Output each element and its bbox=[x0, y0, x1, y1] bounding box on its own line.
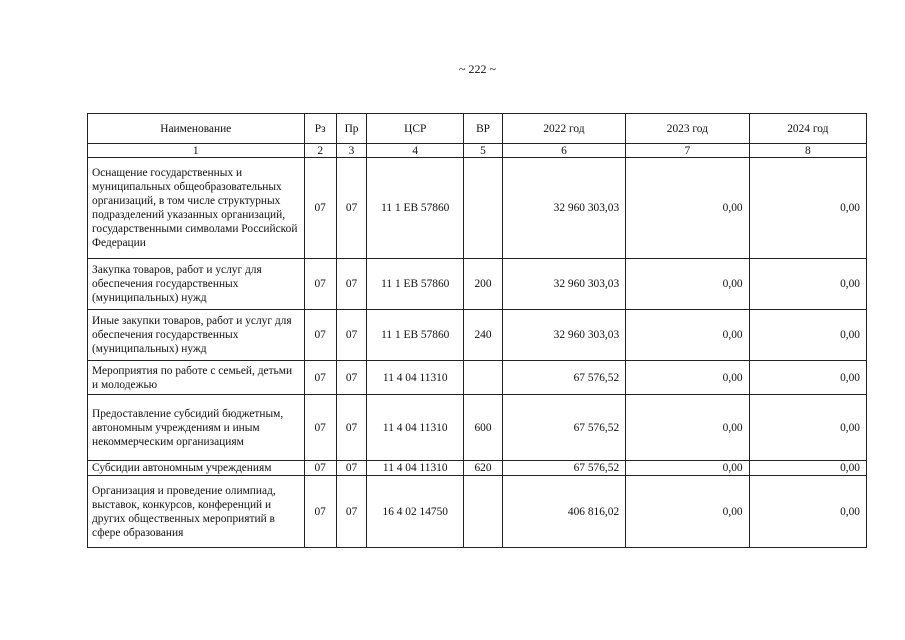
row-csr: 11 4 04 11310 bbox=[367, 395, 464, 461]
table-row bbox=[88, 310, 867, 361]
row-csr: 11 4 04 11310 bbox=[367, 361, 464, 395]
row-vr bbox=[464, 476, 502, 548]
row-2024: 0,00 bbox=[749, 259, 866, 310]
row-2023: 0,00 bbox=[626, 259, 749, 310]
row-vr: 620 bbox=[464, 461, 502, 476]
row-2023: 0,00 bbox=[626, 361, 749, 395]
row-2023: 0,00 bbox=[626, 310, 749, 361]
table-row bbox=[88, 461, 867, 476]
header-2024: 2024 год bbox=[749, 114, 866, 144]
table-row bbox=[88, 259, 867, 310]
row-2022: 67 576,52 bbox=[502, 461, 625, 476]
row-name: Оснащение государственных и муниципальных общеобразовательных организаций, в том числе структурных подразделений указанных организаций, государственными символами Российской Федерации bbox=[88, 158, 305, 259]
row-rz: 07 bbox=[304, 158, 336, 259]
table-row bbox=[88, 361, 867, 395]
row-pr: 07 bbox=[336, 361, 366, 395]
row-2022: 406 816,02 bbox=[502, 476, 625, 548]
column-number-row bbox=[88, 144, 867, 158]
row-2024: 0,00 bbox=[749, 395, 866, 461]
table-header-row bbox=[88, 114, 867, 144]
header-name: Наименование bbox=[88, 114, 305, 144]
row-2023: 0,00 bbox=[626, 461, 749, 476]
row-vr: 600 bbox=[464, 395, 502, 461]
row-name: Мероприятия по работе с семьей, детьми и молодежью bbox=[88, 361, 305, 395]
row-pr: 07 bbox=[336, 461, 366, 476]
row-2024: 0,00 bbox=[749, 461, 866, 476]
row-vr: 240 bbox=[464, 310, 502, 361]
row-2024: 0,00 bbox=[749, 158, 866, 259]
row-2023: 0,00 bbox=[626, 158, 749, 259]
row-2024: 0,00 bbox=[749, 310, 866, 361]
row-pr: 07 bbox=[336, 310, 366, 361]
header-2022: 2022 год bbox=[502, 114, 625, 144]
header-pr: Пр bbox=[336, 114, 366, 144]
row-2022: 32 960 303,03 bbox=[502, 310, 625, 361]
row-2022: 32 960 303,03 bbox=[502, 259, 625, 310]
page-number: ~ 222 ~ bbox=[459, 62, 496, 76]
header-2023: 2023 год bbox=[626, 114, 749, 144]
budget-table bbox=[87, 113, 867, 548]
row-2022: 67 576,52 bbox=[502, 361, 625, 395]
column-number: 6 bbox=[502, 144, 625, 158]
row-2024: 0,00 bbox=[749, 476, 866, 548]
column-number: 3 bbox=[336, 144, 366, 158]
header-csr: ЦСР bbox=[367, 114, 464, 144]
row-rz: 07 bbox=[304, 310, 336, 361]
row-rz: 07 bbox=[304, 476, 336, 548]
row-name: Организация и проведение олимпиад, выставок, конкурсов, конференций и других общественных мероприятий в сфере образования bbox=[88, 476, 305, 548]
row-vr bbox=[464, 361, 502, 395]
row-2022: 32 960 303,03 bbox=[502, 158, 625, 259]
table-row bbox=[88, 158, 867, 259]
row-csr: 11 1 ЕВ 57860 bbox=[367, 310, 464, 361]
column-number: 5 bbox=[464, 144, 502, 158]
row-name: Предоставление субсидий бюджетным, автономным учреждениям и иным некоммерческим организациям bbox=[88, 395, 305, 461]
row-pr: 07 bbox=[336, 395, 366, 461]
row-pr: 07 bbox=[336, 259, 366, 310]
row-2023: 0,00 bbox=[626, 476, 749, 548]
row-pr: 07 bbox=[336, 158, 366, 259]
row-name: Субсидии автономным учреждениям bbox=[88, 461, 305, 476]
column-number: 7 bbox=[626, 144, 749, 158]
row-vr bbox=[464, 158, 502, 259]
table-row bbox=[88, 395, 867, 461]
row-name: Закупка товаров, работ и услуг для обеспечения государственных (муниципальных) нужд bbox=[88, 259, 305, 310]
row-rz: 07 bbox=[304, 395, 336, 461]
row-rz: 07 bbox=[304, 461, 336, 476]
column-number: 8 bbox=[749, 144, 866, 158]
row-pr: 07 bbox=[336, 476, 366, 548]
row-2023: 0,00 bbox=[626, 395, 749, 461]
row-csr: 11 1 ЕВ 57860 bbox=[367, 259, 464, 310]
row-rz: 07 bbox=[304, 259, 336, 310]
column-number: 2 bbox=[304, 144, 336, 158]
row-2022: 67 576,52 bbox=[502, 395, 625, 461]
row-csr: 11 4 04 11310 bbox=[367, 461, 464, 476]
row-name: Иные закупки товаров, работ и услуг для обеспечения государственных (муниципальных) нужд bbox=[88, 310, 305, 361]
row-rz: 07 bbox=[304, 361, 336, 395]
column-number: 1 bbox=[88, 144, 305, 158]
column-number: 4 bbox=[367, 144, 464, 158]
header-vr: ВР bbox=[464, 114, 502, 144]
row-csr: 16 4 02 14750 bbox=[367, 476, 464, 548]
row-2024: 0,00 bbox=[749, 361, 866, 395]
row-vr: 200 bbox=[464, 259, 502, 310]
row-csr: 11 1 ЕВ 57860 bbox=[367, 158, 464, 259]
header-rz: Рз bbox=[304, 114, 336, 144]
table-row bbox=[88, 476, 867, 548]
